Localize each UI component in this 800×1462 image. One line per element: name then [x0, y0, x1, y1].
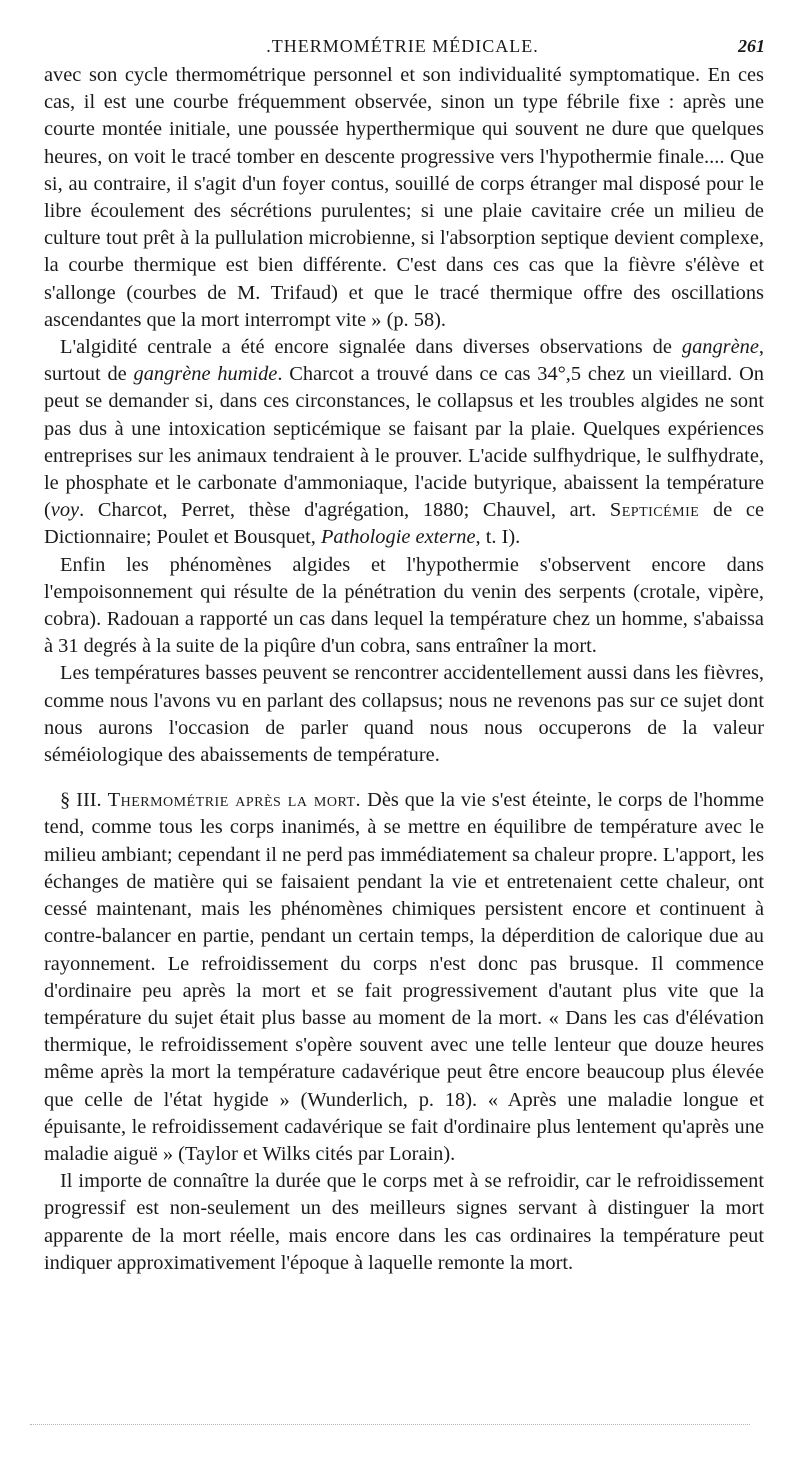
italic-term: Pathologie externe: [320, 526, 476, 549]
text-segment: Enfin les phénomènes algides et l'hypothermie s'observent encore dans l'empoisonnement qui résulte de la pénétration du venin des serpents (crotale, vipère, cobra). Radouan a rapporté un cas dans lequel la température chez un homme, s'abaissa à 31 degrés à la suite de la piqûre d'un cobra, sans entraîner la mort.: [44, 553, 764, 658]
paragraph-cooling-duration: [44, 1168, 764, 1277]
text-segment: . Charcot a trouvé dans ce cas 34°,5 chez un vieillard. On peut se demander si, dans ces circonstances, le collapsus et les troubles algides ne sont pas dus à une intoxication septicémique se faisant par la plaie. Quelques expériences entreprises sur les animaux tendraient à le prouver. L'acide sulfhydrique, le sulfhydrate, le phosphate et le carbonate d'ammoniaque, l'acide butyrique, abaissent la température (: [44, 363, 764, 522]
italic-term: gangrène humide: [133, 363, 278, 386]
page-number: 261: [738, 36, 765, 56]
paragraph-continuation: [44, 62, 764, 334]
smallcaps-term: Septicémie: [609, 499, 700, 522]
text-segment: Dès que la vie s'est éteinte, le corps de l'homme tend, comme tous les corps inanimés, à se mettre en équilibre de température avec le milieu ambiant; cependant il ne perd pas immédiatement sa chaleur propre. L'apport, les échanges de matière qui se faisaient pendant la vie et entretenaient cette chaleur, ont cessé maintenant, mais les phénomènes chimiques persistent encore et continuent à contre-balancer en partie, pendant un certain temps, la déperdition de calorique due au rayonnement. Le refroidissement du corps n'est donc pas brusque. Il commence d'ordinaire peu après la mort et se fait progressivement d'autant plus vite que la température du sujet était plus basse au moment de la mort. « Dans les cas d'élévation thermique, le refroidissement s'opère souvent avec une telle lenteur que douze heures même après la mort la température cadavérique peut être encore beaucoup plus élevée que celle de l'état hygide » (Wunderlich, p. 18). « Après une maladie longue et épuisante, le refroidissement cadavérique se fait d'ordinaire plus lentement qu'après une maladie aiguë » (Taylor et Wilks cités par Lorain).: [44, 789, 764, 1165]
paragraph-venom: [44, 552, 764, 661]
paragraph-algidity: [44, 334, 764, 552]
section-heading: Thermométrie après la mort.: [107, 789, 362, 812]
running-title: .THERMOMÉTRIE MÉDICALE.: [266, 36, 539, 56]
text-segment: L'algidité centrale a été encore signalée dans diverses observations de: [60, 336, 682, 359]
text-segment: avec son cycle thermométrique personnel et son individualité symptomatique. En ces cas, il est une courbe fréquemment observée, sinon un type fébrile fixe : après une courte montée initiale, une poussée hyperthermique qui souvent ne dure que quelques heures, on voit le tracé tomber en descente progressive vers l'hypothermie finale.... Que si, au contraire, il s'agit d'un foyer contus, souillé de corps étranger mal disposé pour le libre écoulement des sécrétions purulentes; si une plaie cavitaire crée un milieu de culture tout prêt à la pullulation microbienne, si l'absorption septique devient complexe, la courbe thermique est bien différente. C'est dans ces cas que la fièvre s'élève et s'allonge (courbes de M. Trifaud) et que le tracé thermique offre des oscillations ascendantes que la mort interrompt vite » (p. 58).: [44, 64, 764, 331]
body-text: [44, 62, 764, 1277]
text-segment: , t. I).: [475, 526, 521, 549]
running-head: [40, 34, 765, 58]
text-segment: , surtout de: [44, 336, 764, 386]
section-marker: § III.: [60, 789, 108, 812]
paragraph-fevers: [44, 660, 764, 769]
italic-term: gangrène: [681, 336, 759, 359]
text-segment: Il importe de connaître la durée que le corps met à se refroidir, car le refroidissement progressif est non-seulement un des meilleurs signes servant à distinguer la mort apparente de la mort réelle, mais encore dans les cas ordinaires la température peut indiquer approximativement l'époque à laquelle remonte la mort.: [44, 1170, 764, 1274]
text-segment: . Charcot, Perret, thèse d'agrégation, 1880; Chauvel, art.: [79, 499, 610, 522]
bottom-dotted-rule: [30, 1424, 750, 1425]
text-segment: de ce Dictionnaire; Poulet et Bousquet,: [44, 499, 765, 549]
text-segment: Les températures basses peuvent se rencontrer accidentellement aussi dans les fièvres, comme nous l'avons vu en parlant des collapsus; nous ne revenons pas sur ce sujet dont nous aurons l'occasion de parler quand nous nous occuperons de la valeur séméiologique des abaissements de température.: [44, 662, 764, 767]
paragraph-section-iii: [44, 787, 764, 1168]
italic-term: voy: [50, 499, 80, 522]
section-gap: [44, 769, 764, 787]
